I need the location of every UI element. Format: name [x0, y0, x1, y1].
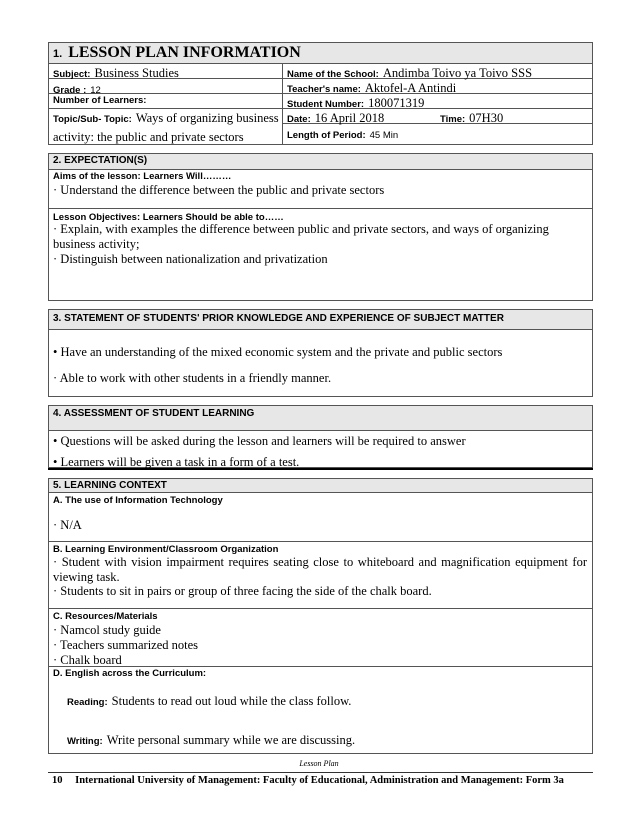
time-label: Time: [440, 114, 466, 125]
writing-field [67, 731, 355, 749]
footer-caption: Lesson Plan [299, 759, 339, 768]
objective-1-line2: business activity; [53, 237, 140, 251]
grade-label: Grade : [53, 85, 87, 96]
section2-title-text: EXPECTATION(S) [64, 155, 148, 166]
time-field [440, 109, 503, 127]
assessment-item-2: • Learners will be given a task in a form of a test. [53, 455, 300, 469]
page-number: 10 [52, 775, 63, 786]
period-value: 45 Min [369, 130, 399, 141]
section5-title [53, 480, 167, 491]
environment-text-1a: · Student with vision impairment requires seating close to whiteboard and magnification equipment for [53, 555, 587, 569]
section1-number: 1. [53, 48, 63, 60]
student-number-value: 180071319 [368, 96, 425, 110]
writing-label: Writing: [67, 736, 103, 747]
environment-text-1b: viewing task. [53, 570, 120, 584]
school-value: Andimba Toivo ya Toivo SSS [382, 66, 533, 80]
time-value: 07H30 [469, 111, 504, 125]
section1-title-text: LESSON PLAN INFORMATION [68, 44, 301, 61]
period-label: Length of Period: [287, 130, 366, 141]
topic-value-line1: Ways of organizing business [135, 111, 279, 125]
school-label: Name of the School: [287, 69, 379, 80]
section5-title-text: LEARNING CONTEXT [64, 480, 167, 491]
reading-text: Students to read out loud while the class follow. [111, 694, 352, 708]
resource-item-3: · Chalk board [53, 653, 122, 667]
section4-title: 4. ASSESSMENT OF STUDENT LEARNING [53, 408, 255, 419]
resources-label: C. Resources/Materials [53, 611, 158, 622]
resource-item-1: · Namcol study guide [53, 623, 161, 637]
reading-label: Reading: [67, 697, 108, 708]
objective-1-line1: · Explain, with examples the difference between public and private sectors, and ways of organizing [53, 222, 549, 236]
prior-knowledge-item-2: · Able to work with other students in a friendly manner. [53, 371, 332, 385]
period-field [287, 125, 398, 143]
assessment-item-1: • Questions will be asked during the lesson and learners will be required to answer [53, 434, 466, 448]
objective-2: · Distinguish between nationalization and privatization [53, 252, 328, 266]
section2-number: 2. [53, 155, 62, 166]
grade-value: 12 [90, 85, 101, 96]
topic-value-line2: activity: the public and private sectors [53, 130, 244, 144]
footer-line [52, 775, 564, 786]
student-number-label: Student Number: [287, 99, 365, 110]
objectives-label: Lesson Objectives: Learners Should be able to…… [53, 212, 284, 223]
section1-title [53, 44, 301, 62]
section5-number: 5. [53, 480, 62, 491]
writing-text: Write personal summary while we are discussing. [106, 733, 356, 747]
teacher-label: Teacher's name: [287, 84, 361, 95]
section2-title [53, 155, 147, 166]
aims-text: · Understand the difference between the public and private sectors [53, 183, 385, 197]
prior-knowledge-item-1: • Have an understanding of the mixed economic system and the private and public sectors [53, 345, 503, 359]
teacher-value: Aktofel-A Antindi [364, 81, 457, 95]
subject-label: Subject: [53, 69, 91, 80]
learners-label: Number of Learners: [53, 95, 147, 106]
footer-rule [48, 772, 593, 773]
footer-text: International University of Management: Faculty of Educational, Administration and Management: Form 3a [75, 775, 564, 786]
topic-field [53, 109, 279, 127]
it-use-label: A. The use of Information Technology [53, 495, 223, 506]
date-label: Date: [287, 114, 311, 125]
subject-value: Business Studies [94, 66, 179, 80]
aims-label: Aims of the lesson: Learners Will……… [53, 171, 232, 182]
environment-text-2: · Students to sit in pairs or group of three facing the side of the chalk board. [53, 584, 432, 598]
reading-field [67, 692, 351, 710]
topic-label: Topic/Sub- Topic: [53, 114, 132, 125]
environment-label: B. Learning Environment/Classroom Organization [53, 544, 279, 555]
resource-item-2: · Teachers summarized notes [53, 638, 199, 652]
section3-title: 3. STATEMENT OF STUDENTS' PRIOR KNOWLEDGE AND EXPERIENCE OF SUBJECT MATTER [53, 313, 504, 324]
date-value: 16 April 2018 [314, 111, 385, 125]
english-curriculum-label: D. English across the Curriculum: [53, 668, 207, 679]
it-use-text: · N/A [53, 518, 82, 532]
